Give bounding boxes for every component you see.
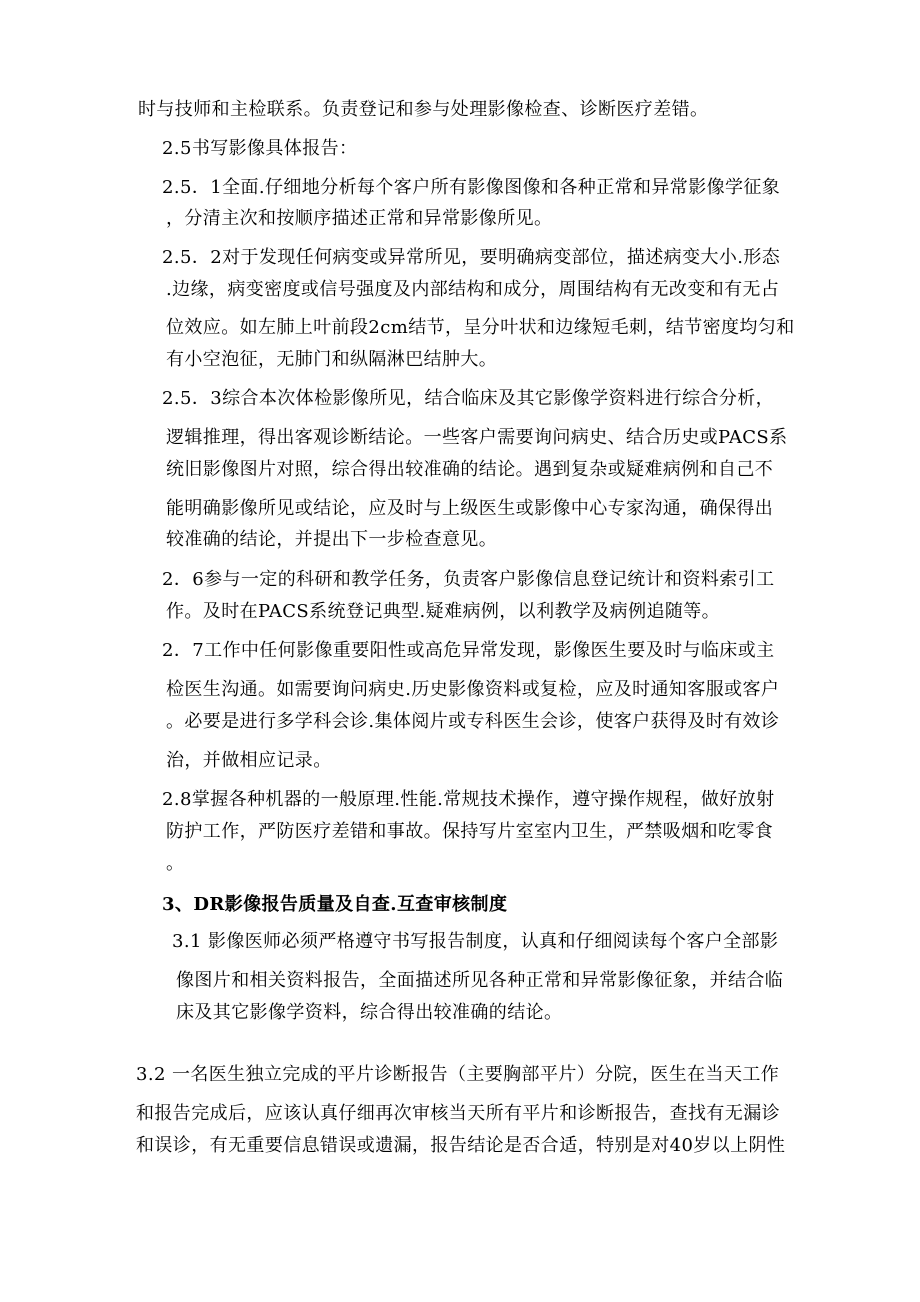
text-line: 。必要是进行多学科会诊.集体阅片或专科医生会诊，使客户获得及时有效诊 bbox=[166, 711, 780, 732]
text-line: 防护工作，严防医疗差错和事故。保持写片室室内卫生，严禁吸烟和吃零食 bbox=[166, 821, 774, 842]
text-line: 能明确影像所见或结论，应及时与上级医生或影像中心专家沟通，确保得出 bbox=[166, 498, 774, 519]
text-line: 2.8掌握各种机器的一般原理.性能.常规技术操作，遵守操作规程，做好放射 bbox=[162, 789, 775, 810]
text-line: 检医生沟通。如需要询问病史.历史影像资料或复检，应及时通知客服或客户 bbox=[166, 679, 780, 700]
text-line: 像图片和相关资料报告，全面描述所见各种正常和异常影像征象，并结合临 bbox=[176, 970, 784, 991]
text-line: 床及其它影像学资料，综合得出较准确的结论。 bbox=[176, 1002, 563, 1023]
text-line: .边缘，病变密度或信号强度及内部结构和成分，周围结构有无改变和有无占 bbox=[166, 279, 780, 300]
text-line: 3.1 影像医师必须严格遵守书写报告制度，认真和仔细阅读每个客户全部影 bbox=[172, 931, 779, 952]
text-line: 治，并做相应记录。 bbox=[166, 750, 332, 771]
text-line: ，分清主次和按顺序描述正常和异常影像所见。 bbox=[166, 208, 553, 229]
text-line: 作。及时在PACS系统登记典型.疑难病例，以利教学及病例追随等。 bbox=[166, 601, 721, 622]
text-line: 位效应。如左肺上叶前段2cm结节，呈分叶状和边缘短毛刺，结节密度均匀和 bbox=[166, 317, 795, 338]
text-line: 和报告完成后，应该认真仔细再次审核当天所有平片和诊断报告，查找有无漏诊 bbox=[136, 1103, 780, 1124]
text-line: 较准确的结论，并提出下一步检查意见。 bbox=[166, 529, 498, 550]
text-line: 时与技师和主检联系。负责登记和参与处理影像检查、诊断医疗差错。 bbox=[138, 99, 709, 120]
text-line: 2.5．3综合本次体检影像所见，结合临床及其它影像学资料进行综合分析， bbox=[162, 388, 775, 409]
text-line: 3.2 一名医生独立完成的平片诊断报告（主要胸部平片）分院，医生在当天工作 bbox=[136, 1064, 780, 1085]
text-line: 2．6参与一定的科研和教学任务，负责客户影像信息登记统计和资料索引工 bbox=[162, 569, 775, 590]
text-line: 2．7工作中任何影像重要阳性或高危异常发现，影像医生要及时与临床或主 bbox=[162, 640, 775, 661]
section-2-5-heading: 2.5书写影像具体报告： bbox=[162, 138, 358, 159]
section-3-heading: 3、DR影像报告质量及自查.互查审核制度 bbox=[162, 894, 508, 915]
text-line: 。 bbox=[166, 853, 185, 874]
text-line: 2.5．1全面.仔细地分析每个客户所有影像图像和各种正常和异常影像学征象 bbox=[162, 177, 781, 198]
text-line: 有小空泡征，无肺门和纵隔淋巴结肿大。 bbox=[166, 349, 498, 370]
text-line: 逻辑推理，得出客观诊断结论。一些客户需要询问病史、结合历史或PACS系 bbox=[166, 427, 788, 448]
text-line: 2.5．2对于发现任何病变或异常所见，要明确病变部位，描述病变大小.形态 bbox=[162, 247, 781, 268]
text-line: 和误诊，有无重要信息错误或遗漏，报告结论是否合适，特别是对40岁以上阴性 bbox=[136, 1135, 786, 1156]
text-line: 统旧影像图片对照，综合得出较准确的结论。遇到复杂或疑难病例和自己不 bbox=[166, 459, 774, 480]
